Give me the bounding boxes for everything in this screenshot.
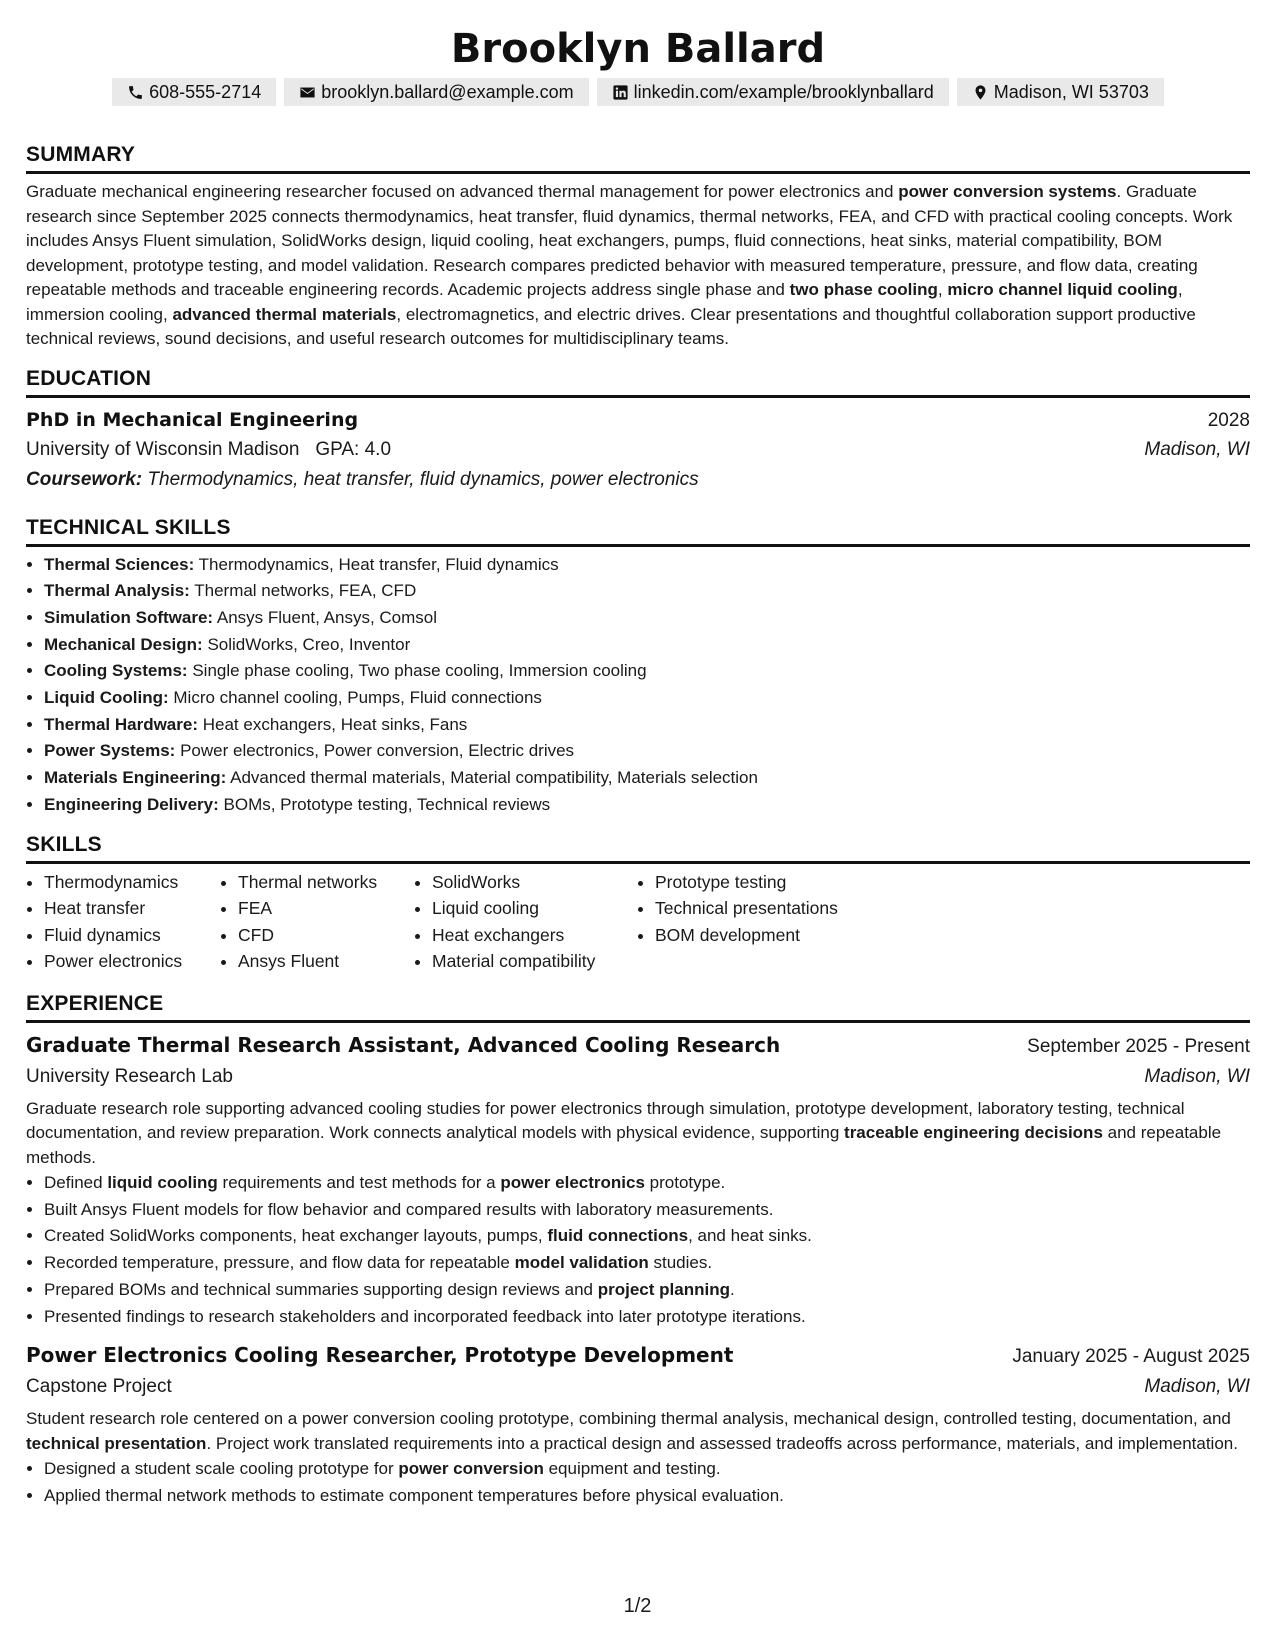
bullet-part: equipment and testing. xyxy=(543,1459,721,1479)
summary-part: Graduate mechanical engineering researcher focused on advanced thermal management for power electronics and xyxy=(26,182,899,201)
bullet-part: Presented findings to research stakeholders and incorporated feedback into later prototype iterations. xyxy=(44,1306,806,1326)
email-text: brooklyn.ballard@example.com xyxy=(321,81,574,102)
skill-item: • Prototype testing xyxy=(655,869,895,896)
tech-skill-label: Thermal Hardware: xyxy=(44,714,198,734)
desc-emphasis: traceable engineering decisions xyxy=(844,1123,1103,1143)
education-title: EDUCATION xyxy=(26,366,1250,398)
summary-emphasis: micro channel liquid cooling xyxy=(947,280,1178,299)
tech-skill-value: Thermal networks, FEA, CFD xyxy=(194,581,417,601)
tech-skill-value: Power electronics, Power conversion, Electric drives xyxy=(180,741,575,761)
desc-part: Student research role centered on a power conversion cooling prototype, combining thermal analysis, mechanical design, controlled testing, documentation, and xyxy=(26,1409,1231,1429)
job-role: Power Electronics Cooling Researcher, Prototype Development xyxy=(26,1343,734,1368)
tech-skill-item xyxy=(44,552,1250,579)
tech-skill-label: Materials Engineering: xyxy=(44,768,227,788)
tech-skill-item xyxy=(44,685,1250,712)
summary-emphasis: two phase cooling xyxy=(789,280,938,299)
job-bullets xyxy=(26,1456,1250,1509)
school-name: University of Wisconsin Madison xyxy=(26,438,300,460)
bullet-part: Designed a student scale cooling prototype for xyxy=(44,1459,399,1479)
job-org-row xyxy=(26,1372,1250,1402)
education-section xyxy=(26,366,1250,495)
job-org: Capstone Project xyxy=(26,1376,172,1398)
job-bullet xyxy=(44,1223,1250,1250)
job-location: Madison, WI xyxy=(1144,1065,1250,1087)
gpa: GPA: 4.0 xyxy=(315,438,392,460)
tech-skill-item xyxy=(44,765,1250,792)
linkedin-chip xyxy=(597,78,949,106)
phone-icon xyxy=(127,84,144,101)
tech-skill-value: Micro channel cooling, Pumps, Fluid connections xyxy=(173,688,542,708)
experience-section xyxy=(26,991,1250,1510)
tech-skill-value: Single phase cooling, Two phase cooling, Immersion cooling xyxy=(192,661,647,681)
skill-item: • Heat transfer xyxy=(44,895,220,922)
skill-item: • Technical presentations xyxy=(655,895,895,922)
summary-part: , xyxy=(937,280,948,299)
job-dates: September 2025 - Present xyxy=(1027,1035,1250,1057)
skill-item: • Material compatibility xyxy=(432,948,637,975)
coursework-label: Coursework: xyxy=(26,468,143,490)
bullet-part: Created SolidWorks components, heat exchanger layouts, pumps, xyxy=(44,1226,548,1246)
tech-skill-label: Power Systems: xyxy=(44,741,176,761)
education-school-row xyxy=(26,435,1250,465)
summary-part: , immersion cooling, xyxy=(26,280,1183,324)
bullet-part: Built Ansys Fluent models for flow behavior and compared results with laboratory measurements. xyxy=(44,1199,774,1219)
tech-skill-item xyxy=(44,738,1250,765)
technical-skills-section xyxy=(26,515,1250,819)
job-bullet xyxy=(44,1304,1250,1331)
bullet-emphasis: model validation xyxy=(514,1253,649,1273)
tech-skill-label: Simulation Software: xyxy=(44,607,214,627)
summary-part: . Graduate research since September 2025 connects thermodynamics, heat transfer, fluid dynamics, thermal networks, FEA, and CFD with practical cooling concepts. Work includes Ansys Fluent simulation, SolidWorks design, liquid cooling, heat exchangers, pumps, fluid connections, heat sinks, material compatibility, BOM development, prototype testing, and model validation. Research compares predicted behavior with measured temperature, pressure, and flow data, creating repeatable methods and traceable engineering records. Academic projects address single phase and xyxy=(26,182,1233,299)
bullet-emphasis: liquid cooling xyxy=(107,1173,218,1193)
bullet-part: Applied thermal network methods to estimate component temperatures before physical evaluation. xyxy=(44,1485,784,1505)
bullet-part: studies. xyxy=(648,1253,713,1273)
tech-skill-value: BOMs, Prototype testing, Technical reviews xyxy=(223,794,551,814)
bullet-emphasis: fluid connections xyxy=(547,1226,689,1246)
page-number: 1/2 xyxy=(623,1595,652,1617)
experience-title: EXPERIENCE xyxy=(26,991,1250,1023)
job-bullet xyxy=(44,1250,1250,1277)
tech-skill-label: Cooling Systems: xyxy=(44,661,188,681)
education-header-row xyxy=(26,406,1250,435)
tech-skill-label: Liquid Cooling: xyxy=(44,688,169,708)
job-dates: January 2025 - August 2025 xyxy=(1012,1346,1250,1368)
skills-grid xyxy=(26,869,1250,975)
bullet-emphasis: power conversion xyxy=(398,1459,544,1479)
desc-part: and repeatable methods. xyxy=(26,1123,1222,1167)
summary-emphasis: power conversion systems xyxy=(898,182,1117,201)
bullet-part: Prepared BOMs and technical summaries supporting design reviews and xyxy=(44,1279,598,1299)
map-pin-icon xyxy=(972,84,989,101)
job-entry xyxy=(26,1030,1250,1331)
phone-chip xyxy=(112,78,276,106)
tech-skill-item xyxy=(44,632,1250,659)
tech-skill-label: Engineering Delivery: xyxy=(44,794,219,814)
job-entry xyxy=(26,1340,1250,1509)
bullet-emphasis: power electronics xyxy=(500,1173,645,1193)
job-bullet xyxy=(44,1456,1250,1483)
location-chip xyxy=(957,78,1164,106)
school-location: Madison, WI xyxy=(1144,438,1250,460)
skill-item: • FEA xyxy=(238,895,414,922)
skill-item: • Ansys Fluent xyxy=(238,948,414,975)
job-bullet xyxy=(44,1483,1250,1510)
technical-skills-title: TECHNICAL SKILLS xyxy=(26,515,1250,547)
tech-skill-label: Thermal Sciences: xyxy=(44,554,195,574)
job-header-row xyxy=(26,1030,1250,1062)
summary-section xyxy=(26,142,1250,352)
tech-skill-item xyxy=(44,605,1250,632)
job-bullet xyxy=(44,1277,1250,1304)
tech-skill-value: SolidWorks, Creo, Inventor xyxy=(207,634,411,654)
summary-title: SUMMARY xyxy=(26,142,1250,174)
phone-text: 608-555-2714 xyxy=(149,81,262,102)
job-role: Graduate Thermal Research Assistant, Advanced Cooling Research xyxy=(26,1032,781,1057)
tech-skill-value: Ansys Fluent, Ansys, Comsol xyxy=(216,607,438,627)
contact-bar xyxy=(26,78,1250,106)
job-bullet xyxy=(44,1170,1250,1197)
skills-column xyxy=(26,869,220,975)
skill-item: • Liquid cooling xyxy=(432,895,637,922)
school-line xyxy=(26,435,391,465)
bullet-part: Recorded temperature, pressure, and flow data for repeatable xyxy=(44,1253,515,1273)
tech-skill-value: Advanced thermal materials, Material compatibility, Materials selection xyxy=(230,768,758,788)
job-description xyxy=(26,1097,1250,1171)
linkedin-icon xyxy=(612,84,629,101)
linkedin-text: linkedin.com/example/brooklynballard xyxy=(633,81,934,102)
location-text: Madison, WI 53703 xyxy=(993,81,1149,102)
bullet-part: requirements and test methods for a xyxy=(217,1173,501,1193)
envelope-icon xyxy=(299,84,316,101)
tech-skill-value: Heat exchangers, Heat sinks, Fans xyxy=(202,714,468,734)
skills-column xyxy=(220,869,414,975)
bullet-emphasis: project planning xyxy=(597,1279,730,1299)
job-header-row xyxy=(26,1340,1250,1372)
skill-item: • Thermodynamics xyxy=(44,869,220,896)
skill-item: • CFD xyxy=(238,922,414,949)
candidate-name: Brooklyn Ballard xyxy=(450,26,826,72)
technical-skills-list xyxy=(26,552,1250,819)
skills-column xyxy=(414,869,637,975)
skill-item: • Thermal networks xyxy=(238,869,414,896)
summary-part: , electromagnetics, and electric drives. Clear presentations and thoughtful collaboration support productive technical reviews, sound decisions, and useful research outcomes for multidisciplinary teams. xyxy=(26,304,1196,348)
skill-item: • SolidWorks xyxy=(432,869,637,896)
tech-skill-label: Thermal Analysis: xyxy=(44,581,190,601)
tech-skill-item xyxy=(44,792,1250,819)
skills-section xyxy=(26,832,1250,975)
job-org: University Research Lab xyxy=(26,1065,233,1087)
skill-item: • Heat exchangers xyxy=(432,922,637,949)
tech-skill-value: Thermodynamics, Heat transfer, Fluid dynamics xyxy=(198,554,559,574)
tech-skill-item xyxy=(44,658,1250,685)
desc-part: . Project work translated requirements into a practical design and assessed tradeoffs across performance, materials, and implementation. xyxy=(206,1433,1238,1453)
degree: PhD in Mechanical Engineering xyxy=(26,408,359,431)
tech-skill-label: Mechanical Design: xyxy=(44,634,203,654)
skills-column xyxy=(637,869,895,975)
graduation-year: 2028 xyxy=(1207,409,1250,431)
skill-item: • Power electronics xyxy=(44,948,220,975)
bullet-part: Defined xyxy=(44,1173,108,1193)
coursework-text: Thermodynamics, heat transfer, fluid dynamics, power electronics xyxy=(147,468,699,490)
email-chip xyxy=(284,78,588,106)
job-bullets xyxy=(26,1170,1250,1330)
skill-item: • Fluid dynamics xyxy=(44,922,220,949)
resume-page xyxy=(26,0,1250,1510)
job-bullet xyxy=(44,1197,1250,1224)
desc-part: Graduate research role supporting advanced cooling studies for power electronics through simulation, prototype development, laboratory testing, technical documentation, and review preparation. Work connects analytical models with physical evidence, supporting xyxy=(26,1098,1185,1143)
summary-emphasis: advanced thermal materials xyxy=(172,304,397,324)
summary-text xyxy=(26,180,1250,352)
job-location: Madison, WI xyxy=(1144,1376,1250,1398)
desc-emphasis: technical presentation xyxy=(26,1433,207,1453)
job-org-row xyxy=(26,1062,1250,1092)
bullet-part: , and heat sinks. xyxy=(688,1226,812,1246)
job-description xyxy=(26,1407,1250,1456)
coursework xyxy=(26,465,1250,495)
tech-skill-item xyxy=(44,712,1250,739)
bullet-part: . xyxy=(729,1279,735,1299)
skill-item: • BOM development xyxy=(655,922,895,949)
skills-title: SKILLS xyxy=(26,832,1250,864)
bullet-part: prototype. xyxy=(644,1173,726,1193)
tech-skill-item xyxy=(44,578,1250,605)
